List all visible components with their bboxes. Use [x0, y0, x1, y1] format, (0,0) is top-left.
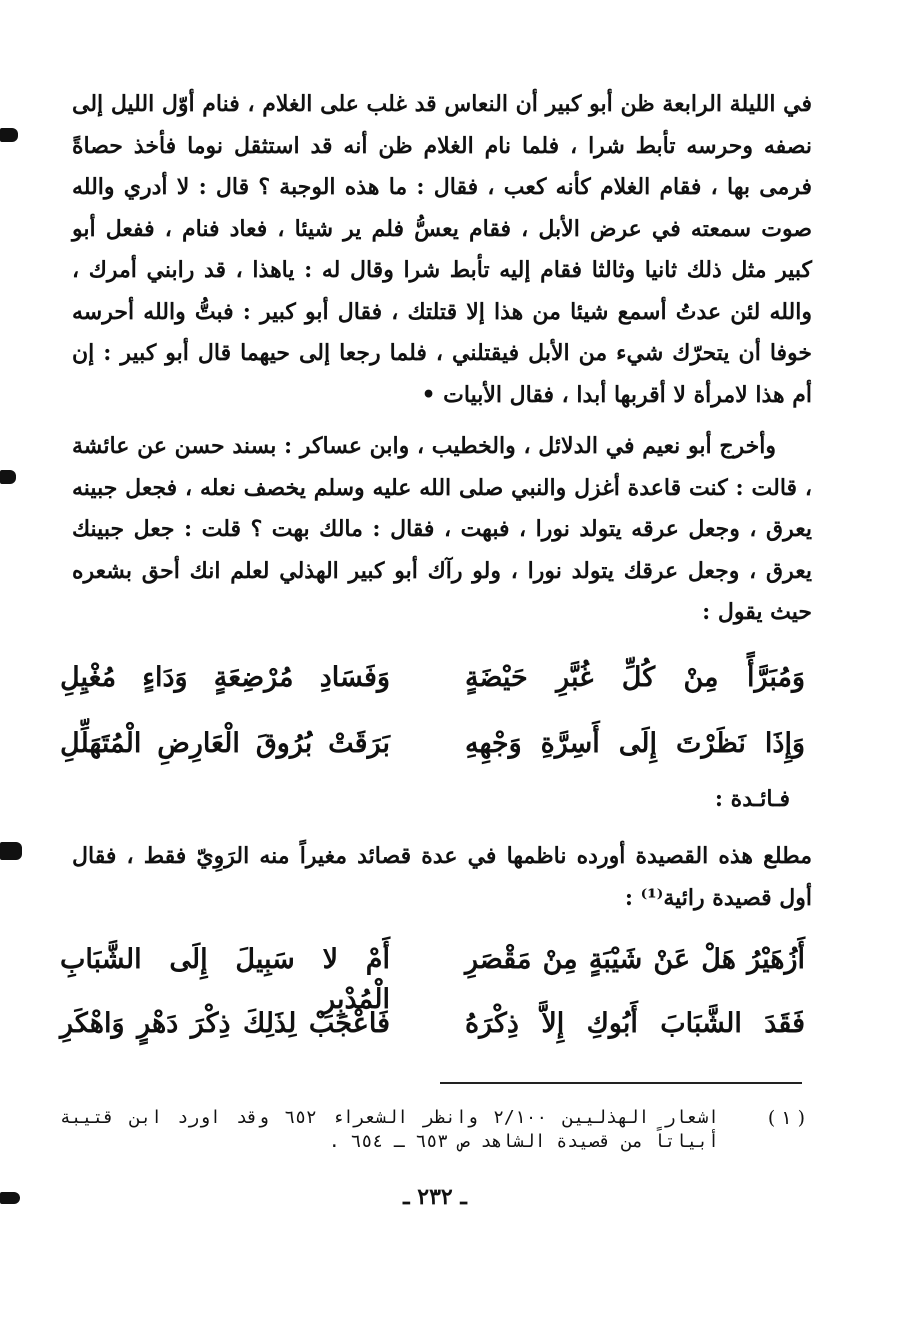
- margin-binding-mark: [0, 842, 22, 860]
- footnote-text: اشعار الهذليين ٢/١٠٠ وانظر الشعراء ٦٥٢ وقد اورد ابن قتيبة أبياتاً من قصيدة الشاهد ص ٦٥٣ ـ ٦٥٤ .: [60, 1107, 719, 1152]
- paragraph-hadith: [72, 426, 812, 634]
- paragraph-story: [72, 84, 812, 416]
- footnote-divider: [440, 1082, 802, 1084]
- verse-first-hemistich: فَقَدَ الشَّبَابَ أَبُوكِ إِلاَّ ذِكْرَهُ: [465, 1008, 805, 1039]
- verse-second-hemistich: أَمْ لا سَبِيلَ إِلَى الشَّبَابِ الْمُدْبِرِ: [60, 944, 390, 1015]
- margin-binding-mark: [0, 128, 18, 142]
- paragraph-text: مطلع هذه القصيدة أورده ناظمها في عدة قصائد مغيراً منه الرَوِيّ فقط ، فقال أول قصيدة رائية⁽¹⁾ :: [72, 843, 812, 911]
- paragraph-text: في الليلة الرابعة ظن أبو كبير أن النعاس قد غلب على الغلام ، فنام أوّل الليل إلى نصفه وحرسه تأبط شرا ، فلما نام الغلام ظن أنه قد استثقل نوما فأخذ حصاةً فرمى بها ، فقام الغلام كأنه كعب ، فقال : ما هذه الوجبة ؟ قال : لا أدري والله صوت سمعته في عرض الأبل ، فقام يعسُّ فلم ير شيئا ، فعاد فنام ، ففعل أبو كبير مثل ذلك ثانيا وثالثا فقام إليه تأبط شرا وقال له : ياهذا ، قد رابني أمرك ، والله لئن عدتُ أسمع شيئا من هذا إلا قتلتك ، فقال أبو كبير : فبتُّ والله أحرسه خوفا أن يتحرّك شيء من الأبل فيقتلني ، فلما رجعا إلى حيهما قال أبو كبير : إن أم هذا لامرأة لا أقربها أبدا ، فقال الأبيات •: [72, 91, 813, 408]
- footnote-number: ( ١ ): [767, 1107, 805, 1129]
- verse-first-hemistich: أَزُهَيْرُ هَلْ عَنْ شَيْبَةٍ مِنْ مَقْصَرِ: [465, 944, 805, 975]
- verse-second-hemistich: بَرَقَتْ بُرُوقَ الْعَارِضِ الْمُتَهَلِّلِ: [60, 728, 390, 759]
- footnote: [60, 1106, 805, 1154]
- margin-binding-mark: [0, 1192, 20, 1204]
- page-number: ـ ٢٣٢ ـ: [403, 1184, 467, 1210]
- section-heading: فـائـدة :: [714, 786, 790, 812]
- paragraph-note: [72, 836, 812, 919]
- verse-first-hemistich: وَمُبَرَّأً مِنْ كُلِّ غُبَّرِ حَيْضَةٍ: [465, 662, 805, 693]
- margin-binding-mark: [0, 470, 16, 484]
- verse-second-hemistich: فَاعْجَبْ لِذَلِكَ ذِكْرَ دَهْرٍ وَاهْكَرِ: [60, 1008, 390, 1039]
- verse-second-hemistich: وَفَسَادِ مُرْضِعَةٍ وَدَاءٍ مُغْيِلِ: [60, 662, 390, 693]
- verse-first-hemistich: وَإِذَا نَظَرْتَ إِلَى أَسِرَّةِ وَجْهِهِ: [465, 728, 805, 759]
- paragraph-text: وأخرج أبو نعيم في الدلائل ، والخطيب ، وابن عساكر : بسند حسن عن عائشة ، قالت : كنت قاعدة أغزل والنبي صلى الله عليه وسلم يخصف نعله ، فجعل جبينه يعرق ، وجعل عرقه يتولد نورا ، فبهت ، فقال : مالك بهت ؟ قلت : جعل جبينك يعرق ، وجعل عرقك يتولد نورا ، ولو رآك أبو كبير الهذلي لعلم انك أحق بشعره حيث يقول :: [72, 433, 812, 625]
